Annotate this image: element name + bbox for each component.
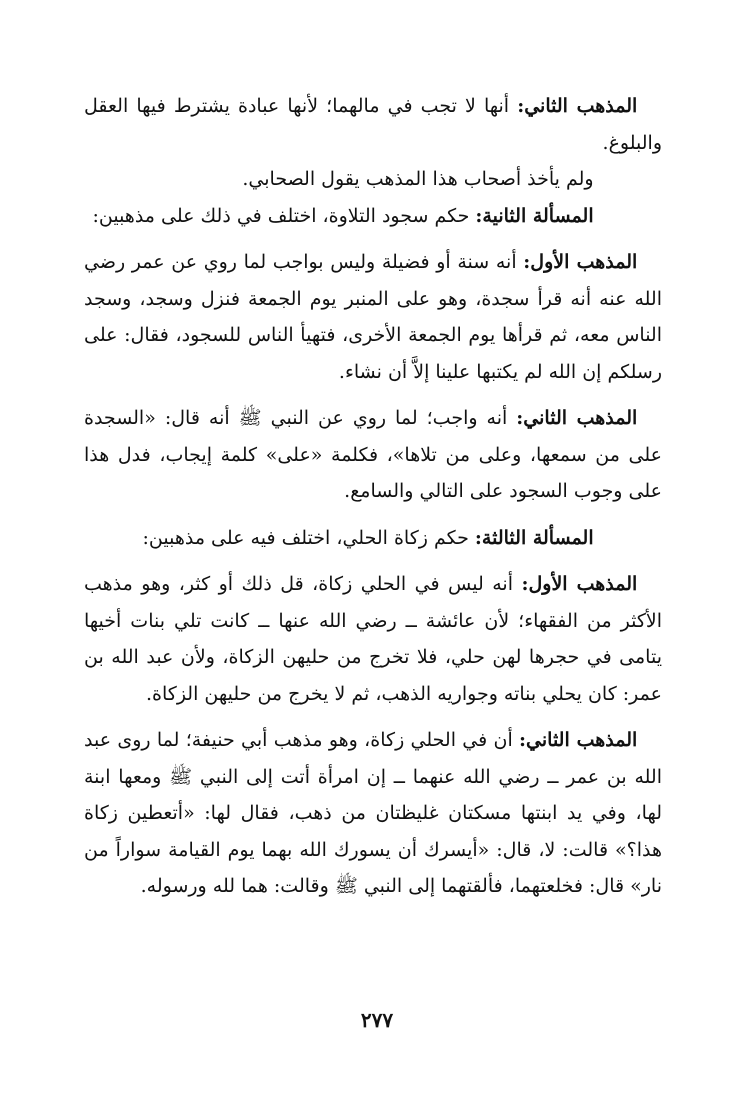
heading-issue-three	[84, 520, 662, 557]
paragraph-text: أنه واجب؛ لما روي عن النبي ﷺ أنه قال: «السجدة على من سمعها، وعلى من تلاها»، فكلمة «على» كلمة إيجاب، فدل هذا على وجوب السجود على التالي والسامع.	[84, 407, 662, 502]
paragraph-text: ولم يأخذ أصحاب هذا المذهب يقول الصحابي.	[242, 168, 594, 190]
paragraph-lead: المسألة الثانية:	[475, 204, 594, 227]
paragraph-text: حكم سجود التلاوة، اختلف في ذلك على مذهبين:	[92, 204, 476, 227]
paragraph-lead: المذهب الثاني:	[517, 95, 638, 117]
paragraph-lead: المسألة الثالثة:	[474, 526, 594, 549]
paragraph-lead: المذهب الأول:	[523, 251, 638, 273]
paragraph-lead: المذهب الأول:	[521, 573, 638, 595]
paragraph-second-view-sujud	[84, 400, 662, 510]
paragraph-text: أنه سنة أو فضيلة وليس بواجب لما روي عن عمر رضي الله عنه أنه قرأ سجدة، وهو على المنبر يوم الجمعة فنزل وسجد، وسجد الناس معه، ثم قرأها يوم الجمعة الأخرى، فتهيأ الناس للسجود، فقال: على رسلكم إن الله لم يكتبها علينا إلاَّ أن نشاء.	[84, 251, 662, 383]
page-number: ٢٧٧	[360, 1008, 394, 1032]
paragraph-first-view-jewelry	[84, 566, 662, 712]
paragraph-second-view-orphan-zakat	[84, 88, 662, 161]
paragraph-lead: المذهب الثاني:	[516, 407, 638, 429]
paragraph-first-view-sujud	[84, 244, 662, 390]
paragraph-text: حكم زكاة الحلي، اختلف فيه على مذهبين:	[142, 526, 475, 549]
paragraph-text: أنها لا تجب في مالهما؛ لأنها عبادة يشترط فيها العقل والبلوغ.	[84, 95, 662, 154]
paragraph-text: أنه ليس في الحلي زكاة، قل ذلك أو كثر، وهو مذهب الأكثر من الفقهاء؛ لأن عائشة ــ رضي الله عنها ــ كانت تلي بنات أخيها يتامى في حجرها لهن حلي، فلا تخرج من حليهن الزكاة، ولأن عبد الله بن عمر: كان يحلي بناته وجواريه الذهب، ثم لا يخرج من حليهن الزكاة.	[84, 573, 662, 705]
paragraph-lead: المذهب الثاني:	[519, 729, 638, 751]
paragraph-second-view-jewelry	[84, 722, 662, 905]
page-body	[84, 88, 662, 905]
paragraph-text: أن في الحلي زكاة، وهو مذهب أبي حنيفة؛ لما روى عبد الله بن عمر ــ رضي الله عنهما ــ إن امرأة أتت إلى النبي ﷺ ومعها ابنة لها، وفي يد ابنتها مسكتان غليظتان من ذهب، فقال لها: «أتعطين زكاة هذا؟» قالت: لا، قال: «أيسرك أن يسورك الله بهما يوم القيامة سواراً من نار» قال: فخلعتهما، فألقتهما إلى النبي ﷺ وقالت: هما لله ورسوله.	[84, 729, 662, 897]
heading-issue-two	[84, 198, 662, 235]
paragraph-companion-note	[84, 161, 662, 198]
